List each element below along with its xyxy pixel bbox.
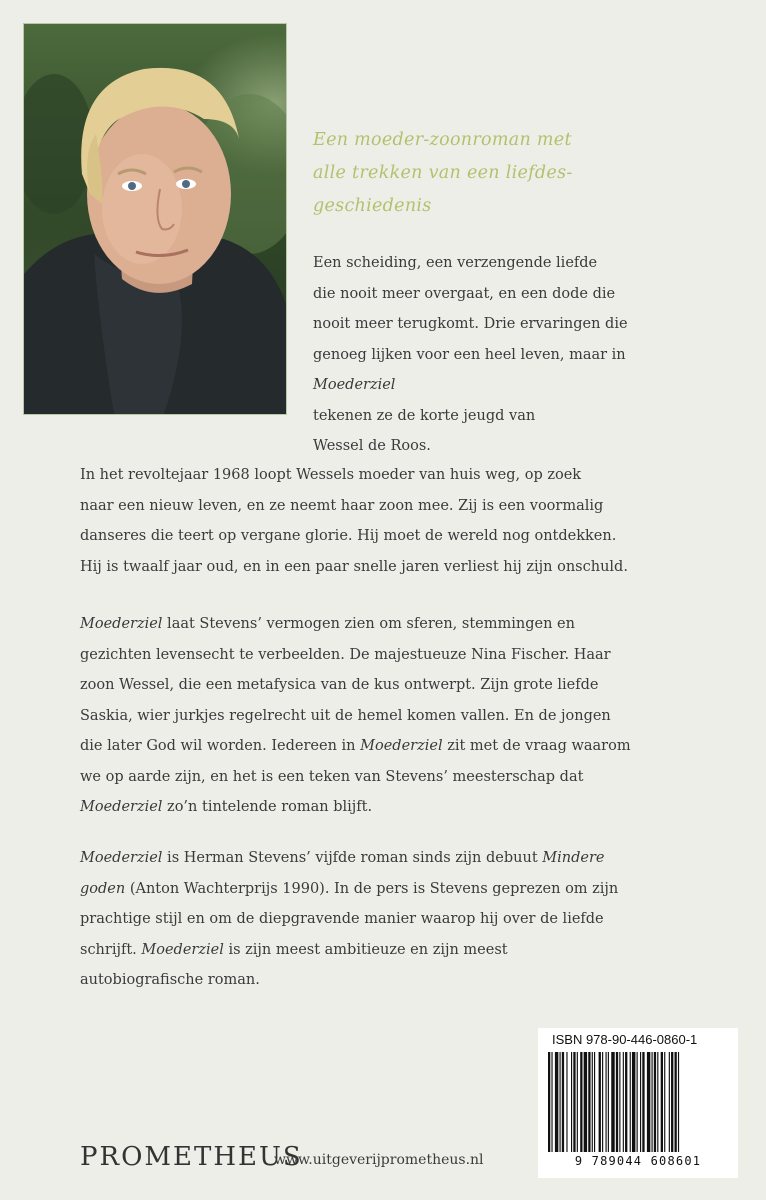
author-portrait-illustration: [24, 24, 286, 414]
book-title: Moederziel: [80, 799, 163, 815]
text-fragment: tekenen ze de korte jeugd van: [313, 407, 536, 424]
tagline-line: alle trekken van een liefdes-: [313, 163, 573, 183]
text-line: Hij is twaalf jaar oud, en in een paar snelle jaren verliest hij zijn onschuld.: [80, 558, 628, 575]
text-line: danseres die teert op vergane glorie. Hij moet de wereld nog ontdekken.: [80, 528, 617, 544]
tagline: [313, 124, 653, 223]
text-line: [80, 731, 720, 762]
text-line: [80, 874, 720, 905]
text-fragment: laat Stevens’ vermogen zien om sferen, stemmingen en: [162, 616, 575, 632]
text-line: die nooit meer overgaat, en een dode die: [313, 285, 616, 302]
author-photo: [23, 23, 287, 415]
text-line: Wessel de Roos.: [313, 438, 431, 454]
isbn-number: ISBN 978-90-446-0860-1: [552, 1032, 698, 1047]
text-line: Een scheiding, een verzengende liefde: [313, 255, 598, 271]
barcode-bars: [546, 1052, 730, 1154]
publisher-logo: PROMETHEUS: [80, 1142, 303, 1172]
book-title: Moederziel: [80, 616, 163, 632]
text-line: [80, 843, 720, 874]
text-line: zoon Wessel, die een metafysica van de kus ontwerpt. Zijn grote liefde: [80, 677, 599, 693]
text-line: autobiografische roman.: [80, 972, 260, 988]
text-fragment: zit met de vraag waarom: [442, 738, 631, 754]
text-fragment: die later God wil worden. Iedereen in: [80, 738, 361, 754]
book-title: Moederziel: [313, 377, 396, 393]
story-paragraph: [80, 460, 720, 582]
tagline-line: geschiedenis: [313, 196, 432, 216]
intro-paragraph: [313, 248, 733, 462]
text-fragment: is zijn meest ambitieuze en zijn meest: [223, 941, 508, 958]
text-line: Saskia, wier jurkjes regelrecht uit de hemel komen vallen. En de jongen: [80, 707, 611, 724]
text-line: nooit meer terugkomt. Drie ervaringen die: [313, 316, 628, 332]
publisher-url: www.uitgeverijprometheus.nl: [274, 1152, 484, 1168]
text-line: [80, 935, 720, 966]
text-line: genoeg lijken voor een heel leven, maar in: [313, 346, 626, 363]
book-title: Moederziel: [141, 941, 224, 958]
text-line: In het revoltejaar 1968 loopt Wessels moeder van huis weg, op zoek: [80, 467, 582, 483]
author-paragraph: [80, 843, 720, 996]
text-line: gezichten levensecht te verbeelden. De majestueuze Nina Fischer. Haar: [80, 646, 611, 663]
praise-paragraph: [80, 609, 720, 823]
debut-title: goden: [80, 880, 126, 897]
text-fragment: zo’n tintelende roman blijft.: [162, 799, 373, 815]
text-fragment: is Herman Stevens’ vijfde roman sinds zijn debuut: [162, 850, 543, 866]
text-line: naar een nieuw leven, en ze neemt haar zoon mee. Zij is een voormalig: [80, 497, 604, 514]
text-line: prachtige stijl en om de diepgravende manier waarop hij over de liefde: [80, 911, 604, 927]
text-fragment: (Anton Wachterprijs 1990). In de pers is Stevens geprezen om zijn: [125, 880, 619, 897]
tagline-line: Een moeder-zoonroman met: [313, 130, 572, 150]
book-title: Moederziel: [80, 850, 163, 866]
text-line: [80, 792, 720, 823]
text-fragment: schrijft.: [80, 941, 142, 958]
text-line: [80, 609, 720, 640]
debut-title: Mindere: [542, 850, 605, 866]
text-line: we op aarde zijn, en het is een teken van Stevens’ meesterschap dat: [80, 768, 584, 785]
barcode: [538, 1028, 738, 1178]
barcode-digits: 9 789044 608601: [574, 1154, 702, 1168]
book-title: Moederziel: [360, 738, 443, 754]
text-line: [313, 370, 733, 431]
